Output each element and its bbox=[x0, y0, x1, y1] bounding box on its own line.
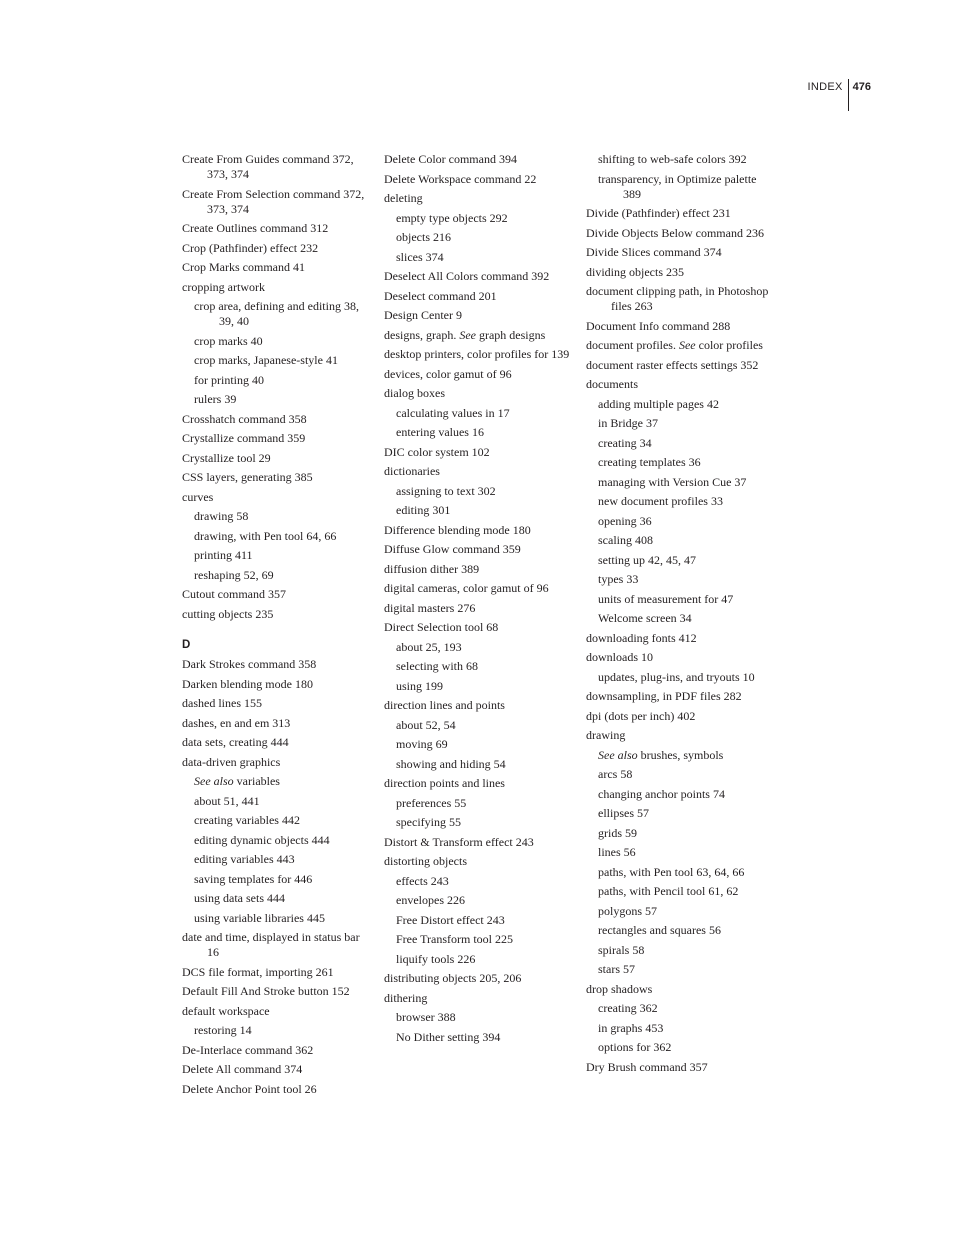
index-subentry: scaling 408 bbox=[598, 533, 653, 547]
index-entry: dashed lines 155 bbox=[182, 696, 262, 710]
index-subentry: assigning to text 302 bbox=[396, 483, 496, 498]
index-subentry: Free Transform tool 225 bbox=[396, 932, 513, 946]
index-subentry: crop area, defining and editing 38, 39, 40 bbox=[194, 299, 359, 328]
index-subentry: changing anchor points 74 bbox=[598, 786, 725, 801]
index-subentry: using data sets 444 bbox=[194, 891, 285, 905]
index-subentry: saving templates for 446 bbox=[194, 871, 313, 886]
index-subentry: using 199 bbox=[396, 678, 444, 693]
index-subentry: creating 34 bbox=[598, 435, 652, 450]
index-subentry: crop marks, Japanese-style 41 bbox=[194, 353, 338, 367]
index-entry: Create Outlines command 312 bbox=[182, 221, 329, 235]
index-entry: Divide (Pathfinder) effect 231 bbox=[586, 206, 731, 220]
index-subentry bbox=[586, 748, 774, 763]
index-entry: Darken blending mode 180 bbox=[182, 676, 313, 691]
index-entry: direction points and lines bbox=[384, 776, 505, 790]
index-entry: Difference blending mode 180 bbox=[384, 522, 531, 537]
index-entry: Direct Selection tool 68 bbox=[384, 620, 499, 634]
index-subentry: for printing 40 bbox=[194, 372, 264, 387]
index-subentry: browser 388 bbox=[396, 1010, 456, 1024]
index-entry: default workspace bbox=[182, 1003, 270, 1018]
index-entry: desktop printers, color profiles for 139 bbox=[384, 347, 570, 361]
index-entry: Deselect command 201 bbox=[384, 288, 497, 303]
index-subentry: paths, with Pencil tool 61, 62 bbox=[598, 884, 739, 898]
index-subentry: about 51, 441 bbox=[194, 793, 260, 808]
index-entry: dithering bbox=[384, 990, 428, 1005]
index-entry: dictionaries bbox=[384, 464, 440, 478]
cross-reference: See bbox=[459, 327, 476, 342]
index-entry: data-driven graphics bbox=[182, 754, 281, 769]
index-subentry: envelopes 226 bbox=[396, 893, 465, 907]
index-subentry: objects 216 bbox=[396, 230, 451, 244]
index-entry: digital cameras, color gamut of 96 bbox=[384, 581, 549, 595]
index-subentry: reshaping 52, 69 bbox=[194, 567, 274, 582]
index-subentry: creating 362 bbox=[598, 1001, 658, 1015]
section-letter: D bbox=[182, 638, 191, 651]
index-subentry: spirals 58 bbox=[598, 942, 645, 957]
index-entry bbox=[586, 338, 774, 353]
index-subentry: specifying 55 bbox=[396, 815, 461, 829]
index-subentry: adding multiple pages 42 bbox=[598, 396, 719, 411]
index-subentry: shifting to web-safe colors 392 bbox=[598, 152, 747, 166]
index-subentry: empty type objects 292 bbox=[396, 210, 508, 225]
entry-text: graph designs bbox=[475, 327, 546, 342]
index-subentry: units of measurement for 47 bbox=[598, 591, 734, 606]
index-entry: DIC color system 102 bbox=[384, 444, 490, 459]
index-subentry: drawing, with Pen tool 64, 66 bbox=[194, 528, 337, 543]
index-subentry: drawing 58 bbox=[194, 509, 249, 523]
index-entry: drawing bbox=[586, 728, 626, 742]
index-entry: CSS layers, generating 385 bbox=[182, 470, 313, 484]
index-subentry: new document profiles 33 bbox=[598, 494, 723, 508]
index-subentry: using variable libraries 445 bbox=[194, 910, 325, 925]
index-subentry: types 33 bbox=[598, 572, 639, 586]
index-column-3 bbox=[586, 152, 774, 1079]
index-entry: Deselect All Colors command 392 bbox=[384, 269, 550, 283]
index-subentry: creating templates 36 bbox=[598, 455, 701, 469]
index-subentry: stars 57 bbox=[598, 962, 635, 976]
index-subentry: in graphs 453 bbox=[598, 1020, 664, 1035]
index-entry: document clipping path, in Photoshop files 263 bbox=[586, 284, 769, 313]
index-entry: Delete Anchor Point tool 26 bbox=[182, 1081, 317, 1096]
index-subentry: updates, plug-ins, and tryouts 10 bbox=[598, 669, 755, 684]
index-subentry: Free Distort effect 243 bbox=[396, 912, 505, 927]
index-entry: cropping artwork bbox=[182, 279, 265, 294]
index-entry: downloads 10 bbox=[586, 650, 653, 664]
index-entry: DCS file format, importing 261 bbox=[182, 964, 334, 979]
index-entry: Crosshatch command 358 bbox=[182, 411, 307, 426]
index-subentry: editing variables 443 bbox=[194, 852, 295, 866]
index-subentry: transparency, in Optimize palette 389 bbox=[598, 171, 757, 201]
index-entry: Divide Objects Below command 236 bbox=[586, 225, 764, 240]
index-entry: deleting bbox=[384, 191, 423, 205]
index-subentry: ellipses 57 bbox=[598, 806, 649, 820]
index-entry: dialog boxes bbox=[384, 386, 445, 400]
index-subentry: editing dynamic objects 444 bbox=[194, 832, 330, 847]
index-entry: Dry Brush command 357 bbox=[586, 1059, 708, 1074]
index-entry: Design Center 9 bbox=[384, 308, 462, 322]
index-entry: Crop Marks command 41 bbox=[182, 260, 305, 274]
index-entry bbox=[384, 328, 572, 343]
index-entry: devices, color gamut of 96 bbox=[384, 366, 512, 381]
index-subentry: managing with Version Cue 37 bbox=[598, 474, 747, 489]
index-subentry: crop marks 40 bbox=[194, 333, 263, 348]
index-subentry: creating variables 442 bbox=[194, 813, 300, 827]
index-subentry: rectangles and squares 56 bbox=[598, 923, 721, 937]
index-entry: Diffuse Glow command 359 bbox=[384, 542, 521, 556]
index-entry: data sets, creating 444 bbox=[182, 735, 289, 749]
index-entry: downsampling, in PDF files 282 bbox=[586, 689, 742, 703]
index-subentry: polygons 57 bbox=[598, 903, 658, 918]
index-entry: digital masters 276 bbox=[384, 600, 476, 615]
index-subentry: setting up 42, 45, 47 bbox=[598, 552, 696, 567]
index-entry: Distort & Transform effect 243 bbox=[384, 834, 534, 849]
index-entry: curves bbox=[182, 489, 214, 504]
entry-text: designs, graph. bbox=[384, 327, 460, 342]
index-entry: Delete Color command 394 bbox=[384, 152, 517, 166]
index-subentry: slices 374 bbox=[396, 249, 444, 264]
entry-text: document profiles. bbox=[586, 338, 679, 352]
index-entry: Default Fill And Stroke button 152 bbox=[182, 984, 350, 998]
entry-text: variables bbox=[233, 774, 280, 788]
index-subentry: moving 69 bbox=[396, 737, 448, 751]
cross-reference: See bbox=[678, 338, 696, 352]
index-entry: Crystallize tool 29 bbox=[182, 450, 271, 465]
index-entry: De-Interlace command 362 bbox=[182, 1042, 314, 1057]
index-subentry: opening 36 bbox=[598, 513, 652, 528]
index-subentry: restoring 14 bbox=[194, 1023, 252, 1037]
index-entry: diffusion dither 389 bbox=[384, 561, 480, 576]
index-subentry: about 25, 193 bbox=[396, 639, 462, 654]
index-subentry: options for 362 bbox=[598, 1040, 672, 1054]
index-subentry bbox=[182, 774, 370, 789]
cross-reference: See also bbox=[598, 747, 638, 762]
index-subentry: grids 59 bbox=[598, 825, 637, 840]
index-entry: document raster effects settings 352 bbox=[586, 357, 759, 372]
index-subentry: selecting with 68 bbox=[396, 659, 478, 673]
index-subentry: arcs 58 bbox=[598, 767, 633, 781]
entry-text: brushes, symbols bbox=[637, 747, 724, 762]
index-subentry: entering values 16 bbox=[396, 425, 484, 439]
index-entry: drop shadows bbox=[586, 981, 653, 996]
index-subentry: liquify tools 226 bbox=[396, 951, 476, 966]
index-subentry: about 52, 54 bbox=[396, 717, 456, 732]
index-entry: date and time, displayed in status bar 16 bbox=[182, 930, 360, 959]
page-number: 476 bbox=[852, 81, 871, 93]
index-subentry: showing and hiding 54 bbox=[396, 756, 506, 771]
index-entry: cutting objects 235 bbox=[182, 606, 274, 621]
index-subentry: rulers 39 bbox=[194, 392, 237, 406]
index-entry: dashes, en and em 313 bbox=[182, 715, 291, 730]
index-entry: Crop (Pathfinder) effect 232 bbox=[182, 240, 319, 255]
cross-reference: See also bbox=[194, 774, 234, 788]
index-entry: dpi (dots per inch) 402 bbox=[586, 708, 696, 723]
running-header bbox=[808, 79, 871, 111]
index-entry: Dark Strokes command 358 bbox=[182, 657, 317, 671]
index-entry: documents bbox=[586, 377, 638, 391]
index-subentry: paths, with Pen tool 63, 64, 66 bbox=[598, 864, 745, 879]
index-column-1 bbox=[182, 152, 370, 1101]
index-subentry: editing 301 bbox=[396, 503, 451, 517]
index-subentry: preferences 55 bbox=[396, 795, 467, 810]
index-entry: Delete Workspace command 22 bbox=[384, 171, 537, 186]
index-entry: Crystallize command 359 bbox=[182, 431, 306, 445]
index-entry: downloading fonts 412 bbox=[586, 630, 697, 645]
index-subentry: No Dither setting 394 bbox=[396, 1029, 501, 1044]
index-entry: Document Info command 288 bbox=[586, 318, 731, 333]
index-subentry: calculating values in 17 bbox=[396, 405, 510, 420]
index-entry: direction lines and points bbox=[384, 698, 505, 712]
section-label: INDEX bbox=[807, 81, 843, 93]
index-subentry: in Bridge 37 bbox=[598, 416, 658, 430]
index-entry: Delete All command 374 bbox=[182, 1062, 303, 1076]
index-entry: Cutout command 357 bbox=[182, 587, 286, 601]
index-entry: Create From Guides command 372, 373, 374 bbox=[182, 152, 354, 181]
index-entry: dividing objects 235 bbox=[586, 264, 684, 279]
index-subentry: Welcome screen 34 bbox=[598, 611, 692, 625]
index-subentry: printing 411 bbox=[194, 548, 253, 562]
index-subentry: lines 56 bbox=[598, 845, 636, 859]
index-entry: distributing objects 205, 206 bbox=[384, 971, 522, 985]
index-entry: distorting objects bbox=[384, 854, 467, 868]
index-entry: Create From Selection command 372, 373, 374 bbox=[182, 186, 365, 216]
entry-text: color profiles bbox=[695, 338, 763, 352]
index-column-2 bbox=[384, 152, 572, 1049]
index-subentry: effects 243 bbox=[396, 873, 449, 888]
index-entry: Divide Slices command 374 bbox=[586, 245, 722, 259]
